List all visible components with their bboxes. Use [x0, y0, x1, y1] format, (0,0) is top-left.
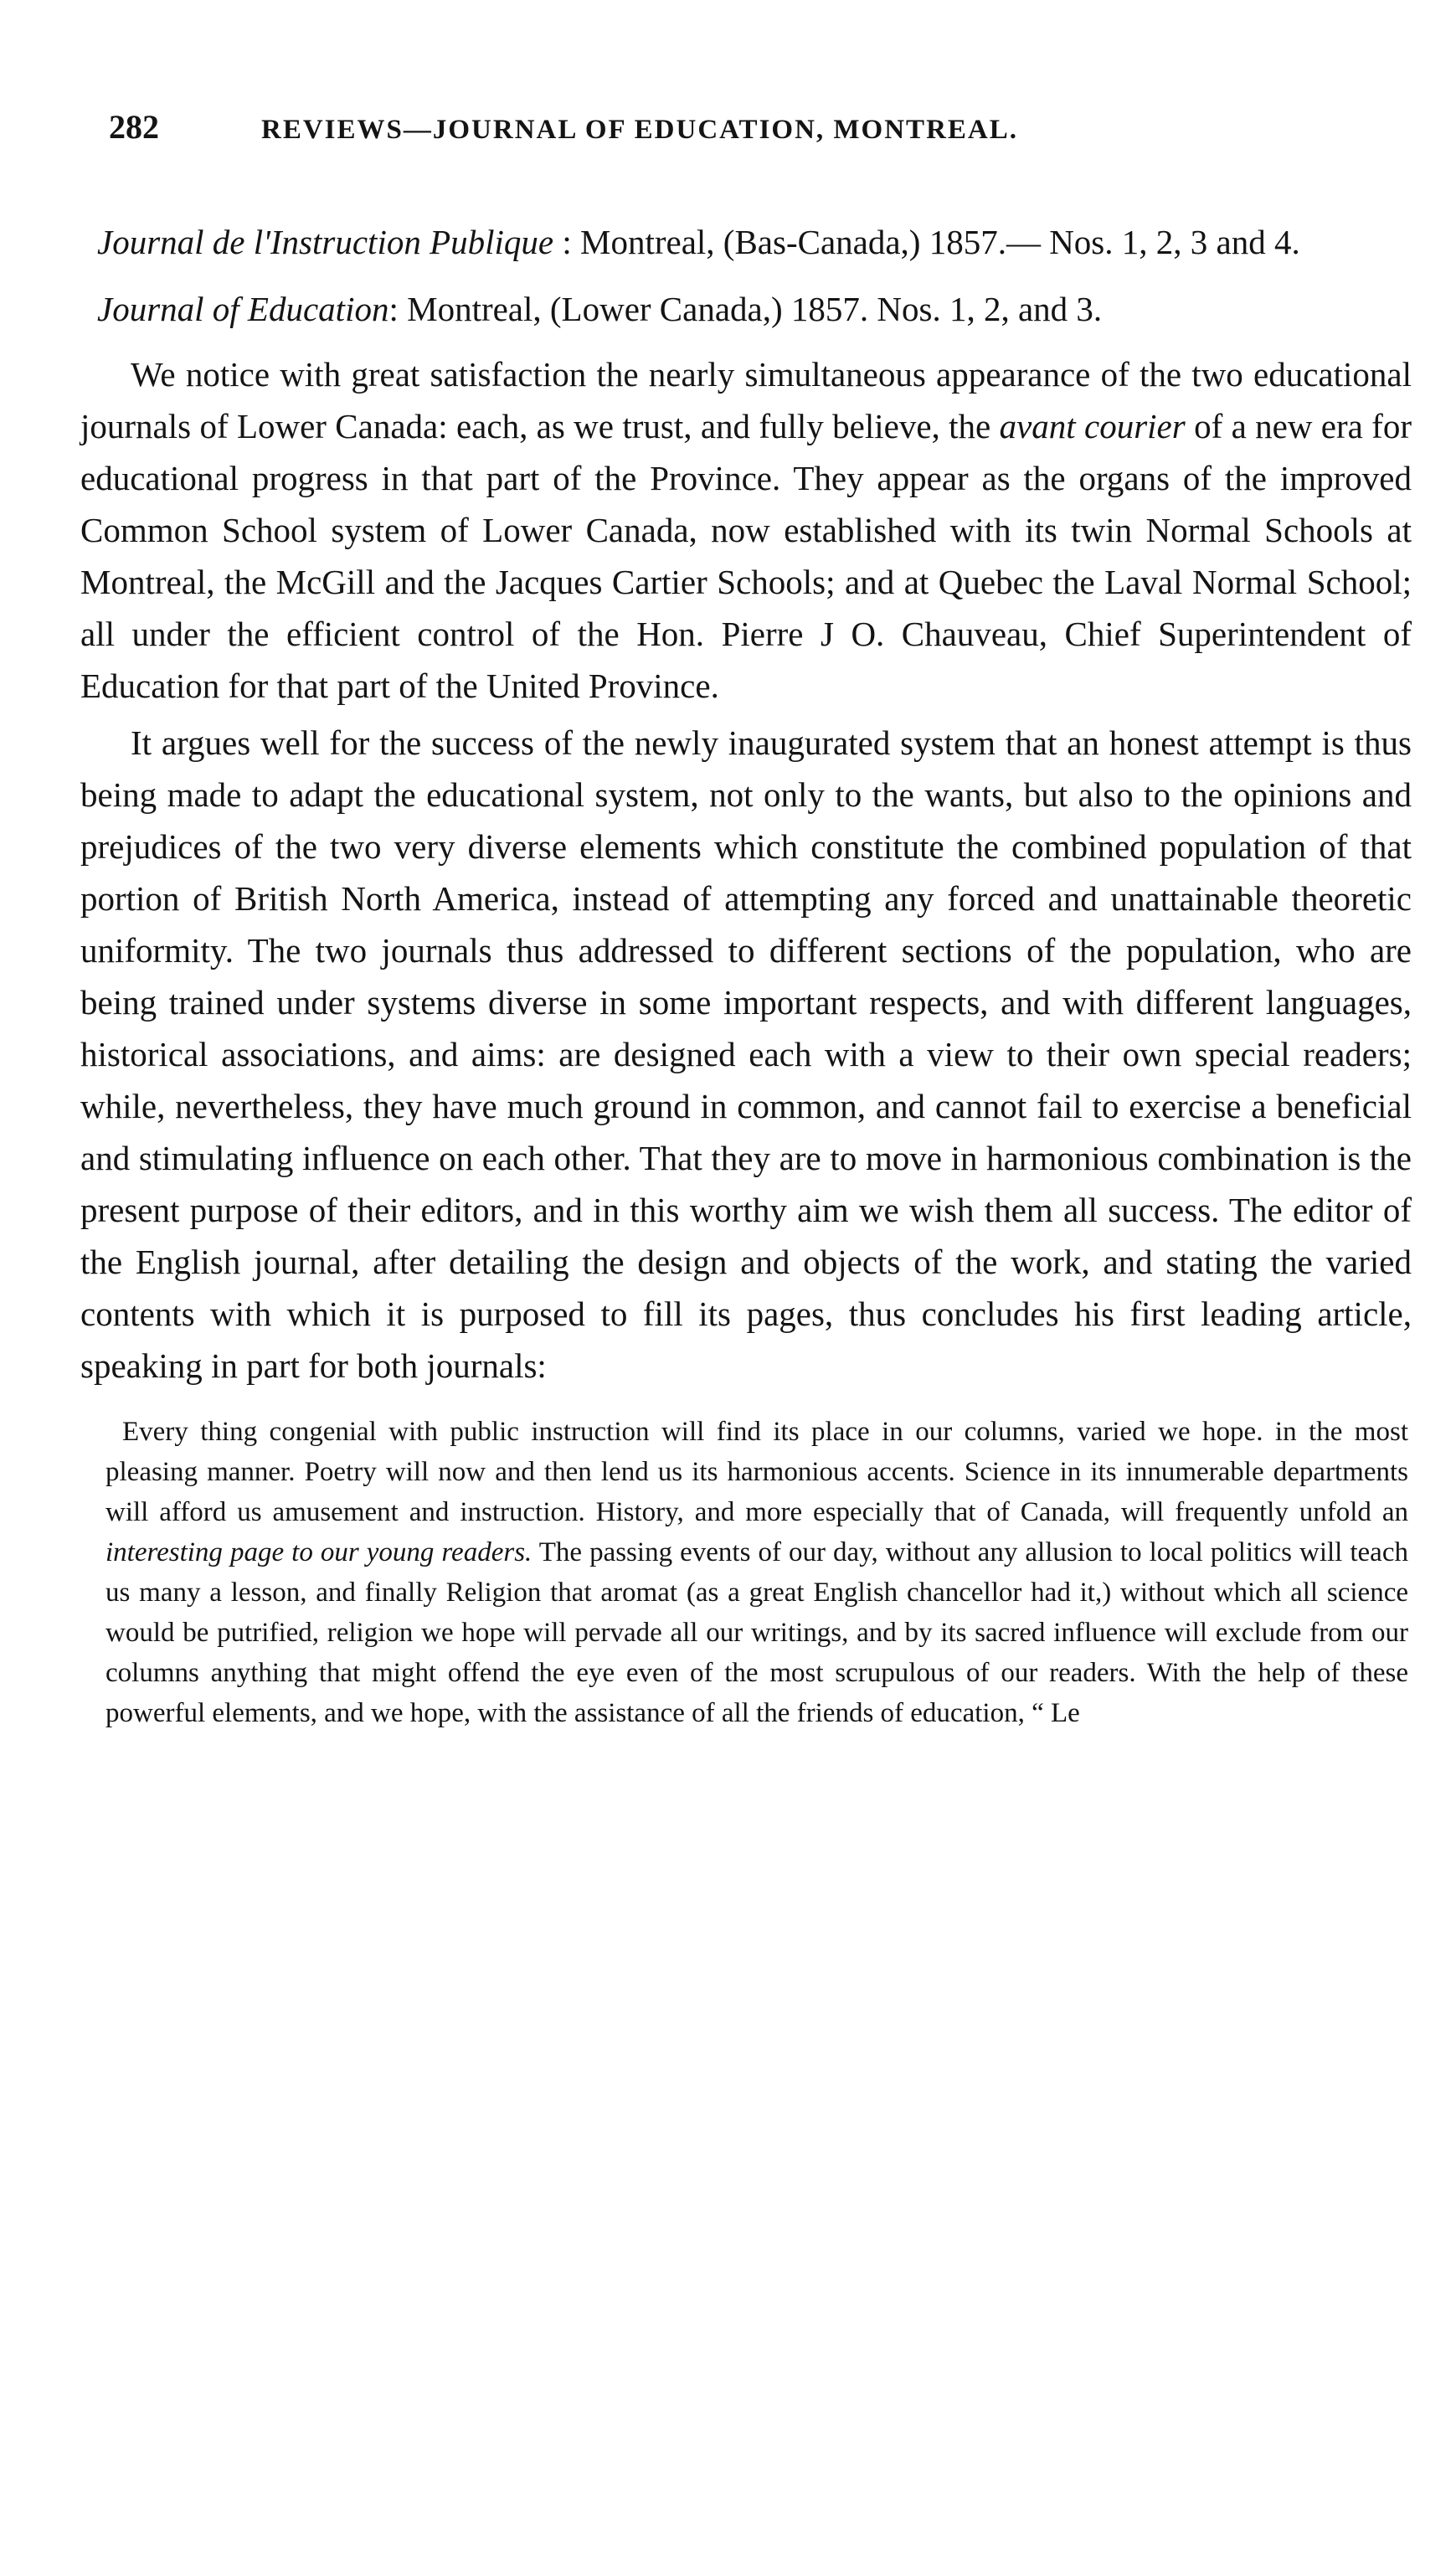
citation-journal-of-education — [80, 281, 1420, 337]
paragraph-introduction — [80, 348, 1420, 712]
running-head — [80, 107, 1420, 161]
block-quote — [80, 1412, 1420, 1733]
book-page — [80, 107, 1420, 1733]
citation-title: Journal de l'Instruction Publique — [97, 223, 554, 261]
quote-text: The passing events of our day, without any allusion to local politics will teach us many a lesson, and finally Religion that aromat (as a great English chancellor had it,) without which all science would be putrified, religion we hope will pervade all our writings, and by its sacred influence will exclude from our columns anything that might offend the eye even of the most scrupulous of our readers. With the help of these powerful elements, and we hope, with the assistance of all the friends of education, “ Le — [105, 1537, 1408, 1728]
quote-text: Every thing congenial with public instruction will find its place in our columns, varied we hope. in the most pleasing manner. Poetry will now and then lend us its harmonious accents. Science in its innumerable departments will afford us amusement and instruction. History, and more especially that of Canada, will frequently unfold an — [105, 1417, 1408, 1527]
citation-journal-instruction-publique — [80, 214, 1420, 270]
paragraph-text: of a new era for educational progress in that part of the Province. They appear as the organs of the improved Common School system of Lower Canada, now established with its twin Normal Schools at Montreal, the McGill and the Jacques Cartier Schools; and at Quebec the Laval Normal School; all under the efficient control of the Hon. Pierre J O. Chauveau, Chief Superintendent of Education for that part of the United Province. — [80, 407, 1412, 705]
running-head-title: REVIEWS—JOURNAL OF EDUCATION, MONTREAL. — [261, 115, 1018, 145]
italic-phrase: avant courier — [999, 407, 1186, 445]
paragraph-text: We notice with great satisfaction the nearly simultaneous appearance of the two educational journals of Lower Canada: each, as we trust, and fully believe, the — [80, 355, 1412, 445]
quote-italic-phrase: interesting page to our young readers. — [105, 1537, 532, 1567]
page-number: 282 — [109, 108, 159, 146]
citation-title: Journal of Education — [97, 290, 389, 328]
citation-details: : Montreal, (Bas-Canada,) 1857.— Nos. 1, 2, 3 and 4. — [553, 223, 1300, 261]
paragraph-argument: It argues well for the success of the newly inaugurated system that an honest attempt is thus being made to adapt the educational system, not only to the wants, but also to the opinions and prejudices of the two very diverse elements which constitute the combined population of that portion of British North America, instead of attempting any forced and unattainable theoretic uniformity. The two journals thus addressed to different sections of the population, who are being trained under systems diverse in some important respects, and with different languages, historical associations, and aims: are designed each with a view to their own special readers; while, nevertheless, they have much ground in common, and cannot fail to exercise a beneficial and stimulating influence on each other. That they are to move in harmonious combination is the present purpose of their editors, and in this worthy aim we wish them all success. The editor of the English journal, after detailing the design and objects of the work, and stating the varied contents with which it is purposed to fill its pages, thus concludes his first leading article, speaking in part for both journals: — [80, 723, 1412, 1385]
citation-details: : Montreal, (Lower Canada,) 1857. Nos. 1, 2, and 3. — [388, 290, 1103, 328]
